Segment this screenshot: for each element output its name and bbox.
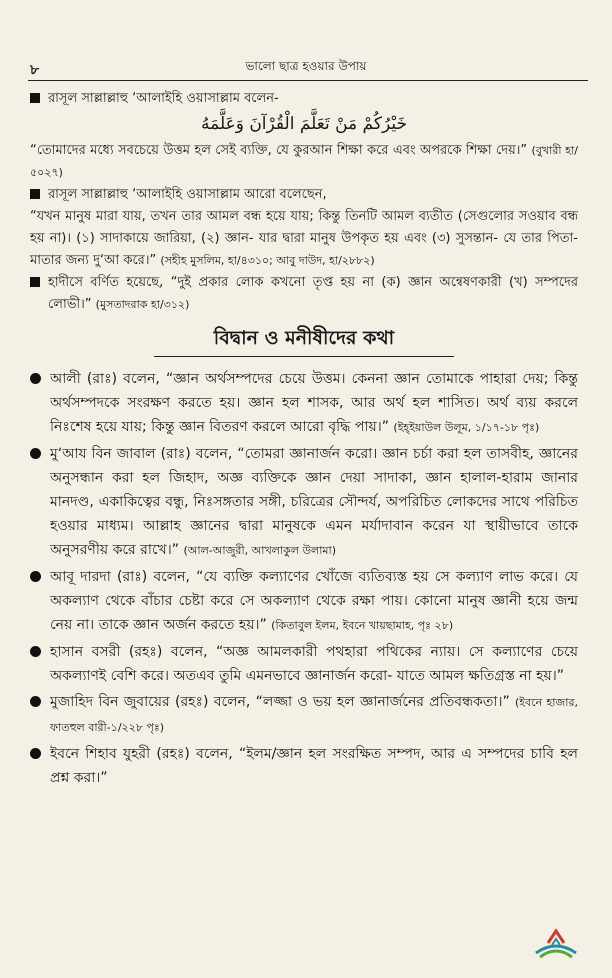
hadith-3-text: হাদীসে বর্ণিত হয়েছে, “দুই প্রকার লোক কখনো তৃপ্ত হয় না (ক) জ্ঞান অন্বেষণকারী (খ) সম্পদের লোভী।” (মুসতাদরাক হা/৩১২) [30, 272, 578, 316]
round-bullet-icon [30, 696, 41, 707]
hadith-1-lead: রাসূল সাল্লাল্লাহু ‘আলাইহি ওয়াসাল্লাম বলেন- [30, 88, 578, 110]
square-bullet-icon [30, 93, 40, 103]
square-bullet-icon [30, 277, 40, 287]
publisher-logo-icon [530, 925, 582, 961]
section-title-underline [154, 356, 454, 357]
quote-citation: (ইবনে হাজার, ফাতহুল বারী-১/২২৮ পৃঃ) [50, 696, 579, 734]
round-bullet-icon [30, 748, 41, 759]
section-title: বিদ্বান ও মনীষীদের কথা [213, 327, 395, 349]
quote-abu-darda: আবূ দারদা (রাঃ) বলেন, “যে ব্যক্তি কল্যাণের খোঁজে ব্যতিব্যস্ত হয় সে কল্যাণ লাভ করে। যে অকল্যাণ থেকে বাঁচার চেষ্টা করে সে অকল্যাণ থেকে রক্ষা পায়। কোনো মানুষ জ্ঞানী হয়ে জন্ম নেয় না। তাকে জ্ঞান অর্জন করতে হয়।” (কিতাবুল ইলম, ইবনে খায়ছামাহ, পৃঃ ২৮) [30, 565, 578, 638]
header-rule [28, 80, 588, 81]
round-bullet-icon [30, 373, 41, 384]
quote-muadh: মু‘আয বিন জাবাল (রাঃ) বলেন, “তোমরা জ্ঞানার্জন করো। জ্ঞান চর্চা করা হল তাসবীহ, জ্ঞানের অনুসন্ধান করা হল জিহাদ, অজ্ঞ ব্যক্তিকে জ্ঞান দেয়া সাদাকা, জ্ঞান হালাল-হারাম জানার মানদণ্ড, একাকিত্বের বন্ধু, নিঃসঙ্গতার সঙ্গী, চরিত্রের সৌন্দর্য, অপরিচিত লোকদের সাথে পরিচিত হওয়ার মাধ্যম। আল্লাহ জ্ঞানের দ্বারা মানুষকে এমন মর্যাদাবান করেন যা স্থায়ীভাবে তাকে অনুসরণীয় করে রাখে।” (আল-আজুরী, আখলাকুল উলামা) [30, 442, 578, 563]
running-title: ভালো ছাত্র হওয়ার উপায় [245, 59, 367, 73]
hadith-1-translation: “তোমাদের মধ্যে সবচেয়ে উত্তম হল সেই ব্যক্তি, যে কুরআন শিক্ষা করে এবং অপরকে শিক্ষা দেয়।” (বুখারী হা/৫০২৭) [30, 143, 578, 179]
quote-ali: আলী (রাঃ) বলেন, “জ্ঞান অর্থসম্পদের চেয়ে উত্তম। কেননা জ্ঞান তোমাকে পাহারা দেয়; কিন্তু অর্থসম্পদকে সংরক্ষণ করতে হয়। জ্ঞান হল শাসক, আর অর্থ হল শাসিত। অর্থ ব্যয় করলে নিঃশেষ হয়ে যায়; কিন্তু জ্ঞান বিতরণ করলে আরো বৃদ্ধি পায়।” (ইহ্ইয়াউল উলূম, ১/১৭-১৮ পৃঃ) [30, 367, 578, 440]
round-bullet-icon [30, 646, 41, 657]
arabic-hadith-text: خَيْرُكُمْ مَنْ تَعَلَّمَ الْقُرْآنَ وَعَلَّمَهُ [201, 114, 407, 134]
square-bullet-icon [30, 189, 40, 199]
hadith-2-lead: রাসূল সাল্লাল্লাহু ‘আলাইহি ওয়াসাল্লাম আরো বলেছেন, [30, 184, 578, 206]
hadith-2-text: “যখন মানুষ মারা যায়, তখন তার আমল বন্ধ হয়ে যায়; কিন্তু তিনটি আমল ব্যতীত (সেগুলোর সওয়াব বন্ধ হয় না)। (১) সাদাকায়ে জারিয়া, (২) জ্ঞান- যার দ্বারা মানুষ উপকৃত হয় এবং (৩) সুসন্তান- যে তার পিতা-মাতার জন্য দু‘আ করে।” (সহীহ মুসলিম, হা/৪৩১০; আবু দাউদ, হা/২৮৮২) [30, 209, 578, 268]
quote-citation: (ইহ্ইয়াউল উলূম, ১/১৭-১৮ পৃঃ) [393, 421, 540, 434]
quote-hasan-basri: হাসান বসরী (রহঃ) বলেন, “অজ্ঞ আমলকারী পথহারা পথিকের ন্যায়। সে কল্যাণের চেয়ে অকল্যাণই বেশি করে। অতএব তুমি এমনভাবে জ্ঞানার্জন করো- যাতে আমল ক্ষতিগ্রস্ত না হয়।” [30, 640, 578, 688]
page-body [30, 88, 578, 792]
hadith-1-citation: (বুখারী হা/৫০২৭) [30, 144, 578, 179]
quote-citation: (আল-আজুরী, আখলাকুল উলামা) [183, 544, 336, 557]
round-bullet-icon [30, 571, 41, 582]
quote-mujahid: মুজাহিদ বিন জুবায়ের (রহঃ) বলেন, “লজ্জা ও ভয় হল জ্ঞানার্জনের প্রতিবন্ধকতা।” (ইবনে হাজার, ফাতহুল বারী-১/২২৮ পৃঃ) [30, 690, 578, 740]
hadith-2-citation: (সহীহ মুসলিম, হা/৪৩১০; আবু দাউদ, হা/২৮৮২) [160, 254, 375, 267]
round-bullet-icon [30, 448, 41, 459]
quote-citation: (কিতাবুল ইলম, ইবনে খায়ছামাহ, পৃঃ ২৮) [271, 619, 454, 632]
hadith-3-citation: (মুসতাদরাক হা/৩১২) [95, 298, 190, 311]
page-number: ৮ [30, 62, 40, 78]
quote-zuhri: ইবনে শিহাব যুহরী (রহঃ) বলেন, “ইলম/জ্ঞান হল সংরক্ষিত সম্পদ, আর এ সম্পদের চাবি হল প্রশ্ন করা।” [30, 742, 578, 790]
